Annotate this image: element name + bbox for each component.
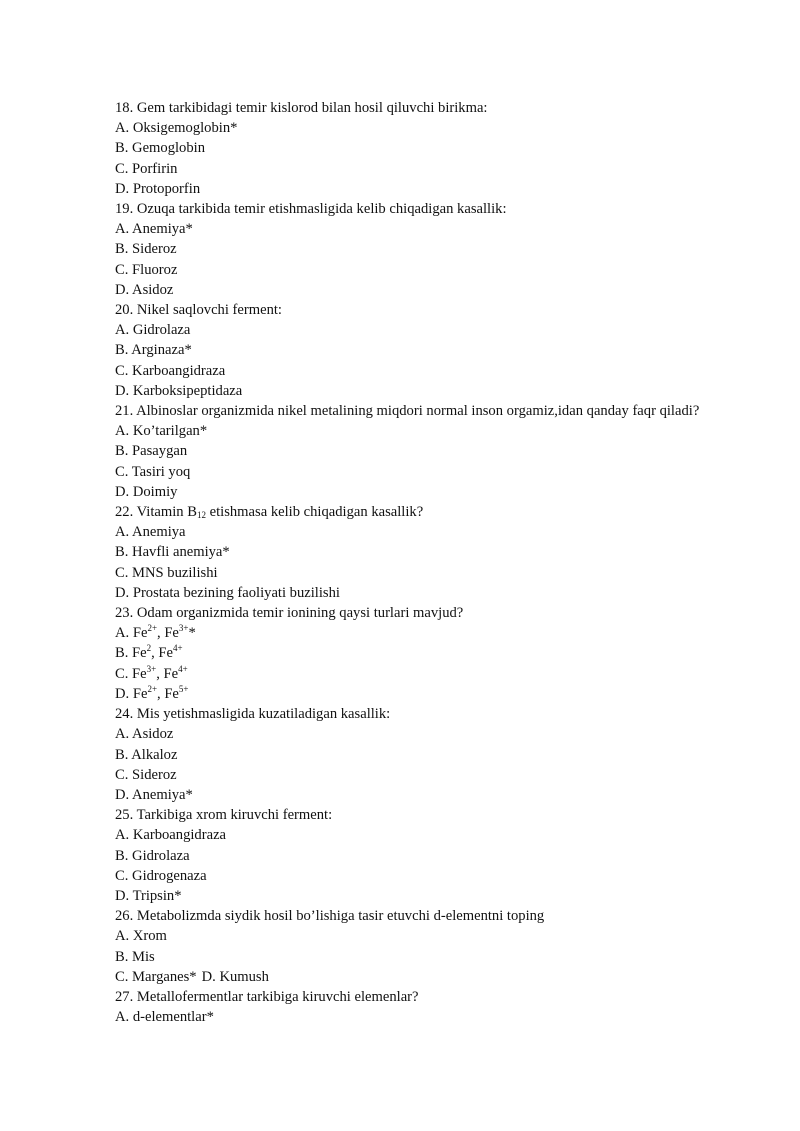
option-19-c: C. Fluoroz [115, 261, 178, 278]
question-25: 25. Tarkibiga xrom kiruvchi ferment: [115, 807, 333, 824]
option-20-a: A. Gidrolaza [115, 322, 191, 339]
option-18-a: A. Oksigemoglobin* [115, 120, 238, 137]
option-25-d: D. Tripsin* [115, 887, 182, 904]
option-21-c: C. Tasiri yoq [115, 463, 191, 480]
option-26-b: B. Mis [115, 948, 155, 965]
option-23-d: D. $Fe^{2+}$, $Fe^{5+}$ [115, 683, 189, 702]
option-22-c: C. MNS buzilishi [115, 564, 218, 581]
option-26-cd [115, 967, 735, 987]
option-19-b: B. Sideroz [115, 241, 177, 258]
option-23-c: C. $Fe^{3+}$, $Fe^{4+}$ [115, 663, 188, 682]
option-24-b: B. Alkaloz [115, 746, 178, 763]
document-page [115, 98, 735, 1027]
option-25-c: C. Gidrogenaza [115, 867, 207, 884]
question-26: 26. Metabolizmda siydik hosil bo’lishiga tasir etuvchi d-elementni toping [115, 908, 545, 925]
option-22-d: D. Prostata bezining faoliyati buzilishi [115, 584, 340, 601]
option-19-d: D. Asidoz [115, 281, 174, 298]
option-20-b: B. Arginaza* [115, 342, 192, 359]
option-20-d: D. Karboksipeptidaza [115, 382, 243, 399]
option-23-b: B. Fe$^2$, $Fe^{4+}$ [115, 643, 183, 662]
question-23: 23. Odam organizmida temir ionining qaysi turlari mavjud? [115, 605, 464, 622]
question-27: 27. Metallofermentlar tarkibiga kiruvchi elemenlar? [115, 988, 419, 1005]
option-21-d: D. Doimiy [115, 483, 178, 500]
option-24-c: C. Sideroz [115, 766, 177, 783]
option-20-c: C. Karboangidraza [115, 362, 226, 379]
option-24-a: A. Asidoz [115, 726, 174, 743]
option-18-c: C. Porfirin [115, 160, 178, 177]
option-18-b: B. Gemoglobin [115, 140, 205, 157]
option-22-b: B. Havfli anemiya* [115, 544, 230, 561]
option-21-b: B. Pasaygan [115, 443, 188, 460]
question-22: 22. Vitamin $B_{12}$ etishmasa kelib chiqadigan kasallik? [115, 504, 424, 521]
option-26-d: D. Kumush [201, 968, 269, 985]
question-21: 21. Albinoslar organizmida nikel metalining miqdori normal inson orgamiz,idan qanday faqr qiladi? [115, 403, 700, 420]
option-27-a: A. d-elementlar* [115, 1009, 214, 1026]
option-21-a: A. Ko’tarilgan* [115, 423, 208, 440]
option-26-c: C. Marganes* [115, 968, 197, 985]
question-18: 18. Gem tarkibidagi temir kislorod bilan hosil qiluvchi birikma: [115, 100, 488, 116]
option-18-d: D. Protoporfin [115, 180, 201, 197]
option-24-d: D. Anemiya* [115, 786, 193, 803]
question-24: 24. Mis yetishmasligida kuzatiladigan kasallik: [115, 706, 391, 723]
option-23-a: A. $Fe^{2+}$, $Fe^{3+}*$ [115, 623, 196, 642]
question-20: 20. Nikel saqlovchi ferment: [115, 302, 282, 319]
question-19: 19. Ozuqa tarkibida temir etishmasligida kelib chiqadigan kasallik: [115, 201, 507, 218]
option-26-a: A. Xrom [115, 928, 167, 945]
option-19-a: A. Anemiya* [115, 221, 193, 238]
option-22-a: A. Anemiya [115, 524, 186, 541]
option-25-a: A. Karboangidraza [115, 827, 227, 844]
option-25-b: B. Gidrolaza [115, 847, 190, 864]
